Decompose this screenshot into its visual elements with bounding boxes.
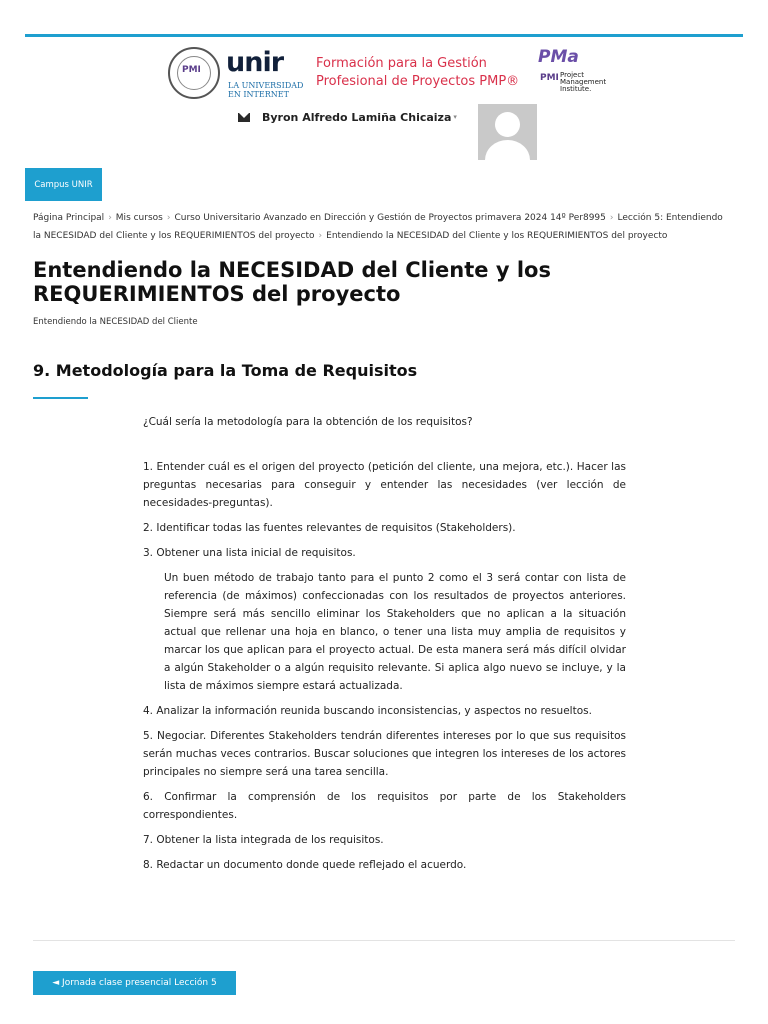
unir-logo[interactable]: unir bbox=[226, 47, 284, 78]
chevron-right-icon: › bbox=[108, 213, 112, 223]
step-4: 4. Analizar la información reunida buscando inconsistencias, y aspectos no resueltos. bbox=[143, 705, 592, 717]
chevron-down-icon[interactable]: ▾ bbox=[453, 113, 457, 121]
step-3-note: Un buen método de trabajo tanto para el punto 2 como el 3 será contar con lista de referencia (de máximos) confeccionadas con los resultados de proyectos anteriores. Siempre será más sencillo eliminar los Stakeholders que no aplican a la situación actual que rellenar una hoja en blanco, o tener una lista muy amplia de requisitos y marcar los que aplican para el proyecto actual. De esta manera será más difícil olvidar a algún Stakeholder o a algún requisito relevante. Si aplica algo nuevo se incluye, y la lista de máximos siempre estará actualizada. bbox=[164, 572, 626, 692]
previous-activity-button[interactable]: ◄ Jornada clase presencial Lección 5 bbox=[33, 971, 236, 995]
question-text: ¿Cuál sería la metodología para la obtención de los requisitos? bbox=[143, 416, 473, 428]
chevron-right-icon: › bbox=[318, 231, 323, 241]
page-title: Entendiendo la NECESIDAD del Cliente y los REQUERIMIENTOS del proyecto bbox=[33, 258, 551, 306]
page-subtitle: Entendiendo la NECESIDAD del Cliente bbox=[33, 317, 198, 327]
user-name[interactable]: Byron Alfredo Lamiña Chicaiza bbox=[262, 110, 452, 124]
breadcrumb bbox=[33, 209, 733, 245]
step-5: 5. Negociar. Diferentes Stakeholders tendrán diferentes intereses por lo que sus requisitos serán muchas veces contrarios. Buscar soluciones que integren los intereses de los actores principales no siempre será una tarea sencilla. bbox=[143, 730, 626, 778]
header-banner bbox=[168, 45, 608, 101]
user-menu[interactable] bbox=[238, 109, 457, 125]
section-title: 9. Metodología para la Toma de Requisitos bbox=[33, 361, 418, 380]
step-1: 1. Entender cuál es el origen del proyecto (petición del cliente, una mejora, etc.). Hacer las preguntas necesarias para conseguir y entender las necesidades (ver lección de necesidades-preguntas). bbox=[143, 461, 626, 509]
seal-label: PMI bbox=[182, 65, 201, 75]
step-3: 3. Obtener una lista inicial de requisitos. bbox=[143, 547, 356, 559]
step-7: 7. Obtener la lista integrada de los requisitos. bbox=[143, 834, 384, 846]
breadcrumb-item-my-courses[interactable]: Mis cursos bbox=[115, 213, 163, 223]
banner-title: Formación para la Gestión Profesional de Proyectos PMP® bbox=[316, 56, 520, 89]
step-2: 2. Identificar todas las fuentes relevantes de requisitos (Stakeholders). bbox=[143, 522, 516, 534]
top-accent-line bbox=[25, 34, 743, 37]
chevron-right-icon: › bbox=[166, 213, 171, 223]
campus-unir-button[interactable]: Campus UNIR bbox=[25, 168, 102, 201]
pmi-seal-logo bbox=[168, 47, 220, 99]
lesson-content bbox=[143, 413, 626, 874]
breadcrumb-item-lesson[interactable]: Lección 5: Entendiendo la NECESIDAD del Cliente y los REQUERIMIENTOS del proyecto bbox=[33, 213, 723, 241]
unir-logo-subtitle: LA UNIVERSIDAD EN INTERNET bbox=[228, 81, 304, 99]
step-6: 6. Confirmar la comprensión de los requisitos por parte de los Stakeholders correspondientes. bbox=[143, 791, 626, 821]
envelope-icon[interactable] bbox=[238, 113, 250, 122]
avatar[interactable] bbox=[478, 104, 537, 160]
breadcrumb-item-home[interactable]: Página Principal bbox=[33, 213, 105, 223]
breadcrumb-item-current[interactable]: Entendiendo la NECESIDAD del Cliente y los REQUERIMIENTOS del proyecto bbox=[326, 231, 668, 241]
step-8: 8. Redactar un documento donde quede reflejado el acuerdo. bbox=[143, 859, 467, 871]
footer-divider bbox=[33, 940, 735, 941]
breadcrumb-item-course[interactable]: Curso Universitario Avanzado en Dirección y Gestión de Proyectos primavera 2024 14º Per8995 bbox=[174, 213, 606, 223]
section-underline bbox=[33, 397, 88, 399]
pmi-logo: PMa PMI Project Management Institute. bbox=[538, 47, 607, 93]
chevron-right-icon: › bbox=[609, 213, 614, 223]
